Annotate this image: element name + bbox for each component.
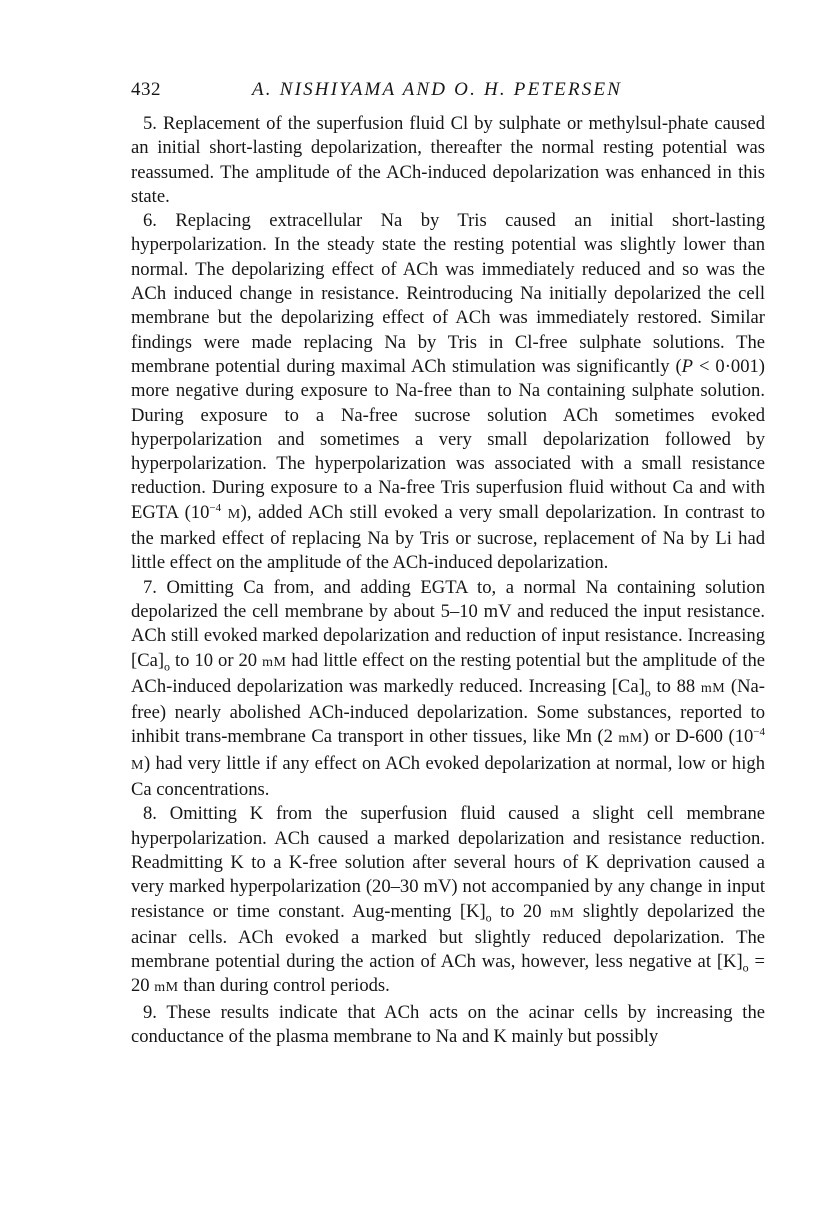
paragraph-8: 8. Omitting K from the superfusion fluid caused a slight cell membrane hyperpolarization. ACh caused a marked depolarization and resistance reduction. Readmitting K to a K-free solution after several hours of K deprivation caused a very marked hyperpolarization (20–30 mV) not accompanied by any change in input resistance or time constant. Aug-menting $[K]_o$ to 20 mM slightly depolarized the acinar cells. ACh evoked a marked but slightly reduced depolarization. The membrane potential during the action of ACh was, however, less negative at $[K]_o = 20$ mM than during control periods. (131, 803, 765, 997)
paragraph-5: 5. Replacement of the superfusion fluid Cl by sulphate or methylsul-phate caused an initial short-lasting depolarization, thereafter the normal resting potential was reassumed. The amplitude of the ACh-induced depolarization was enhanced in this state. (131, 113, 765, 207)
p-value-symbol: P (681, 355, 694, 377)
paragraph-6: 6. Replacing extracellular Na by Tris caused an initial short-lasting hyperpolarization. In the steady state the resting potential was slightly lower than normal. The depolarizing effect of ACh was immediately reduced and so was the ACh induced change in resistance. Reintroducing Na initially depolarized the cell membrane but the depolarizing effect of ACh was immediately restored. Similar findings were made replacing Na by Tris in Cl-free sulphate solutions. The membrane potential during maximal ACh stimulation was significantly (P < 0·001) more negative during exposure to Na-free than to Na containing sulphate solution. During exposure to a Na-free sucrose solution ACh sometimes evoked hyperpolarization and sometimes a very small depolarization followed by hyperpolarization. The hyperpolarization was associated with a small resistance reduction. During exposure to a Na-free Tris superfusion fluid without Ca and with EGTA ($10^{-4}$ M), added ACh still evoked a very small depolarization. In contrast to the marked effect of replacing Na by Tris or sucrose, replacement of Na by Li had little effect on the amplitude of the ACh-induced depolarization. (131, 210, 766, 574)
paragraph-7: 7. Omitting Ca from, and adding EGTA to, a normal Na containing solution depolarized the cell membrane by about 5–10 mV and reduced the input resistance. ACh still evoked marked depolarization and reduction of input resistance. Increasing $[Ca]_o$ to 10 or 20 mM had little effect on the resting potential but the amplitude of the ACh-induced depolarization was markedly reduced. Increasing $[Ca]_o$ to 88 mM (Na-free) nearly abolished ACh-induced depolarization. Some substances, reported to inhibit trans-membrane Ca transport in other tissues, like Mn (2 mM) or D-600 ($10^{-4}$ M) had very little if any effect on ACh evoked depolarization at normal, low or high Ca concentrations. (131, 576, 766, 801)
running-head: A. NISHIYAMA AND O. H. PETERSEN (252, 79, 623, 100)
page-header (131, 78, 765, 106)
document-page (131, 78, 765, 1049)
paragraph-9: 9. These results indicate that ACh acts on the acinar cells by increasing the conductance of the plasma membrane to Na and K mainly but possibly (131, 1001, 765, 1047)
page-number: 432 (131, 79, 161, 100)
